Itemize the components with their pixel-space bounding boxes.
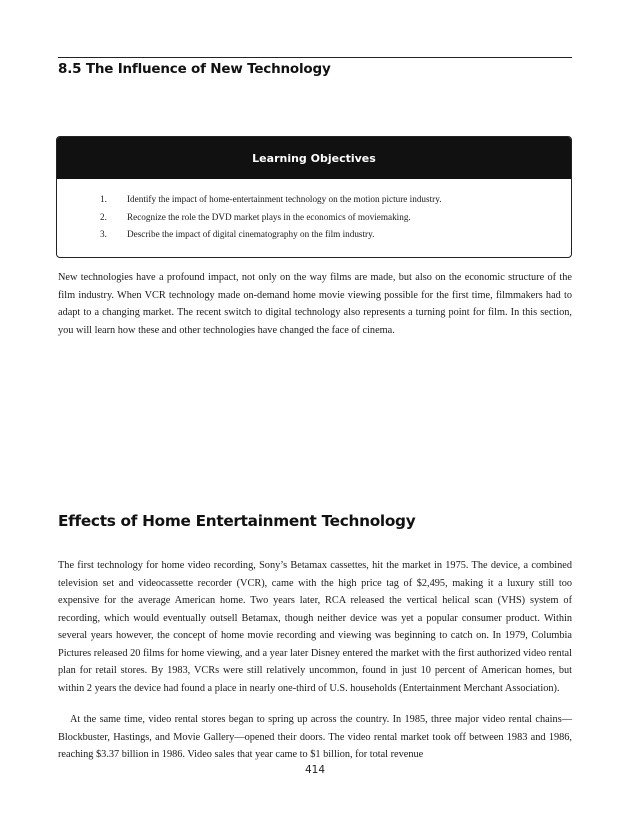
objective-number: 1. <box>100 194 107 204</box>
learning-objectives-box <box>56 136 572 258</box>
learning-objectives-title: Learning Objectives <box>252 151 376 165</box>
objective-text: Describe the impact of digital cinematography on the film industry. <box>127 229 375 239</box>
section-title: 8.5 The Influence of New Technology <box>58 61 331 77</box>
learning-objective-item <box>57 226 571 244</box>
learning-objectives-list <box>57 179 571 244</box>
page-number: 414 <box>304 764 326 776</box>
learning-objective-item <box>57 191 571 209</box>
intro-paragraph: New technologies have a profound impact, not only on the way films are made, but also on the economic structure of the film industry. When VCR technology made on-demand home movie viewing possible for the first time, filmmakers had to adapt to a changing market. The recent switch to digital technology also represents a turning point for film. In this section, you will learn how these and other technologies have changed the face of cinema. <box>58 272 572 336</box>
objective-text: Recognize the role the DVD market plays in the economics of moviemaking. <box>127 211 411 222</box>
objective-text: Identify the impact of home-entertainment technology on the motion picture industry. <box>127 194 442 204</box>
body-paragraph: The first technology for home video recording, Sony’s Betamax cassettes, hit the market in 1975. The device, a combined television set and videocassette recorder (VCR), came with the high price tag of $2,495, making it a luxury still too expensive for the average American home. Two years later, RCA released the vertical helical scan (VHS) system of recording, which would eventually outsell Betamax, though neither device was yet a popular consumer product. Within several years however, the concept of home movie recording and viewing was beginning to catch on. In 1979, Columbia Pictures released 20 films for home viewing, and a year later Disney entered the market with the first authorized video rental plan for retail stores. By 1983, VCRs were still relatively uncommon, found in just 10 percent of American homes, but within 2 years the device had found a place in nearly one-third of U.S. households (Entertainment Merchant Association). <box>58 560 572 694</box>
learning-objective-item <box>57 209 571 227</box>
objective-number: 2. <box>100 211 107 222</box>
objective-number: 3. <box>100 229 107 239</box>
subsection-heading: Effects of Home Entertainment Technology <box>58 512 416 530</box>
top-rule <box>58 57 572 58</box>
body-paragraph: At the same time, video rental stores began to spring up across the country. In 1985, three major video rental chains—Blockbuster, Hastings, and Movie Gallery—opened their doors. The video rental market took off between 1983 and 1986, reaching $3.37 billion in 1986. Video sales that year came to $1 billion, for total revenue <box>58 714 572 760</box>
learning-objectives-header <box>57 137 571 179</box>
